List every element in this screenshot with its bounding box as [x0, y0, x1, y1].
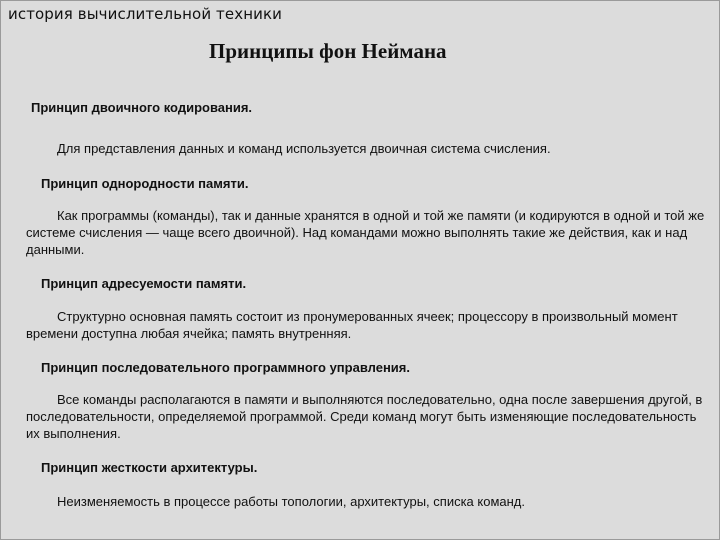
topic-label: история вычислительной техники — [8, 5, 282, 23]
slide-title: Принципы фон Неймана — [209, 39, 447, 63]
principle-text: Все команды располагаются в памяти и выполняются последовательно, одна после завершения другой, в последовательности, определяемой программой. Среди команд могут быть изменяющие последовательность их выполнения. — [26, 392, 703, 441]
principle-text: Для представления данных и команд используется двоичная система счисления. — [57, 141, 551, 156]
principle-heading: Принцип однородности памяти. — [41, 176, 249, 191]
principle-text: Как программы (команды), так и данные хранятся в одной и той же памяти (и кодируются в одной и той же системе счисления — чаще всего двоичной). Над командами можно выполнять такие же действия, как и над данными. — [26, 208, 705, 257]
principle-heading: Принцип адресуемости памяти. — [41, 276, 247, 291]
principle-heading: Принцип жесткости архитектуры. — [41, 460, 258, 475]
principle-heading: Принцип двоичного кодирования. — [31, 100, 253, 115]
principle-text: Структурно основная память состоит из пронумерованных ячеек; процессору в произвольный момент времени доступна любая ячейка; память внутренняя. — [26, 309, 678, 341]
principle-heading: Принцип последовательного программного управления. — [41, 360, 410, 375]
principle-text: Неизменяемость в процессе работы топологии, архитектуры, списка команд. — [57, 494, 526, 509]
